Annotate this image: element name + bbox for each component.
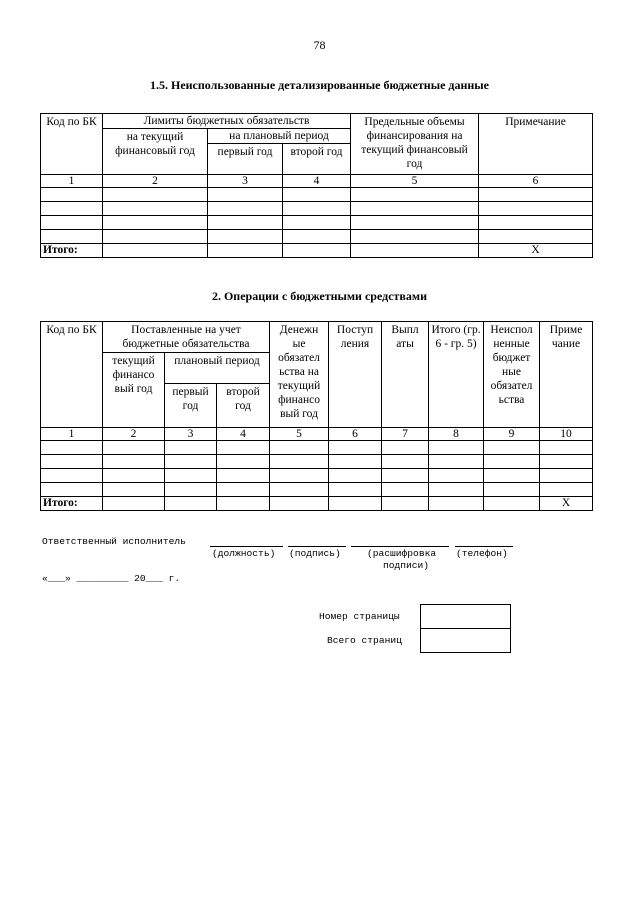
table-cell [329, 469, 382, 483]
table-cell [270, 497, 329, 511]
table-cell [351, 244, 479, 258]
table-cell [165, 483, 217, 497]
column-number: 5 [270, 428, 329, 441]
table-cell [540, 455, 593, 469]
column-number: 4 [217, 428, 270, 441]
table-row [41, 216, 593, 230]
table-cell [208, 230, 283, 244]
table-cell [429, 441, 484, 455]
table-cell [103, 483, 165, 497]
page-number-label: Номер страницы [319, 611, 400, 622]
column-number: 4 [283, 175, 351, 188]
table-cell [165, 455, 217, 469]
table-cell [270, 483, 329, 497]
header-note: Приме чание [540, 322, 593, 428]
column-number: 3 [208, 175, 283, 188]
table-cell [217, 469, 270, 483]
header-planning-period: плановый период [165, 353, 270, 384]
header-current-year: на текущий финансовый год [103, 129, 208, 175]
table-cell [217, 455, 270, 469]
table-cell [351, 188, 479, 202]
header-code: Код по БК [41, 322, 103, 428]
table-cell [382, 469, 429, 483]
table-cell [484, 469, 540, 483]
table-cell [283, 216, 351, 230]
table-cell [479, 216, 593, 230]
header-second-year: второй год [283, 144, 351, 175]
table-cell [217, 441, 270, 455]
column-number: 3 [165, 428, 217, 441]
total-label: Итого: [41, 497, 103, 511]
table-row [41, 441, 593, 455]
table-cell [484, 455, 540, 469]
table-cell [103, 188, 208, 202]
table-cell [41, 188, 103, 202]
column-number: 2 [103, 428, 165, 441]
table-cell [382, 497, 429, 511]
table-cell [270, 441, 329, 455]
table-cell [329, 497, 382, 511]
header-receipts: Поступ ления [329, 322, 382, 428]
header-current-year: текущий финансо вый год [103, 353, 165, 428]
budget-operations-table [40, 321, 593, 511]
table-cell [208, 202, 283, 216]
header-registered-obligations: Поставленные на учет бюджетные обязательства [103, 322, 270, 353]
table-cell [351, 216, 479, 230]
column-number: 1 [41, 175, 103, 188]
table-row [41, 202, 593, 216]
table-cell [103, 455, 165, 469]
table-cell [484, 483, 540, 497]
column-number: 6 [479, 175, 593, 188]
page-number: 78 [313, 38, 326, 52]
table-row [41, 230, 593, 244]
table-cell [41, 441, 103, 455]
table-cell [283, 188, 351, 202]
position-caption: (должность) [212, 548, 276, 559]
table-cell [429, 469, 484, 483]
table-cell [540, 483, 593, 497]
table-cell [429, 497, 484, 511]
table-cell [351, 230, 479, 244]
table-row [41, 469, 593, 483]
table-cell [540, 469, 593, 483]
table-cell [103, 230, 208, 244]
unused-budget-data-table [40, 113, 593, 258]
decoding-caption-line2: подписи) [383, 560, 430, 571]
table-cell [479, 230, 593, 244]
column-number: 1 [41, 428, 103, 441]
total-label: Итого: [41, 244, 103, 258]
table-cell [103, 469, 165, 483]
decoding-caption: (расшифровка [367, 548, 437, 559]
table-cell [329, 483, 382, 497]
table-cell [270, 455, 329, 469]
date-line: «___» _________ 20___ г. [42, 573, 181, 584]
table-row [41, 483, 593, 497]
header-total: Итого (гр. 6 - гр. 5) [429, 322, 484, 428]
signature-caption: (подпись) [289, 548, 341, 559]
table-cell [479, 202, 593, 216]
header-second-year: второй год [217, 384, 270, 428]
table-cell [283, 230, 351, 244]
table-cell [41, 483, 103, 497]
column-number: 10 [540, 428, 593, 441]
table2-title: 2. Операции с бюджетными средствами [211, 289, 428, 303]
table-cell [103, 441, 165, 455]
table-cell [103, 244, 208, 258]
table-cell [270, 469, 329, 483]
table-row [41, 188, 593, 202]
table-cell [208, 216, 283, 230]
table-cell [484, 497, 540, 511]
table-cell [351, 202, 479, 216]
header-note: Примечание [479, 114, 593, 175]
responsible-executor-label: Ответственный исполнитель [42, 536, 186, 547]
table-cell [103, 202, 208, 216]
total-pages-label: Всего страниц [327, 635, 402, 646]
header-limits: Лимиты бюджетных обязательств [103, 114, 351, 129]
table-cell [208, 188, 283, 202]
table-cell [479, 188, 593, 202]
total-mark: Х [479, 244, 593, 258]
header-planning-period: на плановый период [208, 129, 351, 144]
header-unused-obligations: Неиспол ненные бюджет ные обязател ьства [484, 322, 540, 428]
table-cell [41, 230, 103, 244]
header-code: Код по БК [41, 114, 103, 175]
phone-caption: (телефон) [456, 548, 508, 559]
table-cell [429, 483, 484, 497]
table-cell [329, 441, 382, 455]
table-cell [382, 441, 429, 455]
table1-title: 1.5. Неиспользованные детализированные бюджетные данные [149, 78, 490, 92]
table-cell [165, 441, 217, 455]
table-cell [41, 469, 103, 483]
table-cell [429, 455, 484, 469]
table-row [41, 455, 593, 469]
table-cell [382, 455, 429, 469]
table-cell [540, 441, 593, 455]
table-cell [208, 244, 283, 258]
page-number-box[interactable] [420, 604, 511, 629]
table-cell [484, 441, 540, 455]
column-number: 5 [351, 175, 479, 188]
table-cell [329, 455, 382, 469]
header-first-year: первый год [208, 144, 283, 175]
table-cell [103, 216, 208, 230]
table-cell [41, 455, 103, 469]
total-pages-box[interactable] [420, 628, 511, 653]
header-first-year: первый год [165, 384, 217, 428]
table-cell [103, 497, 165, 511]
column-number: 8 [429, 428, 484, 441]
position-line [210, 546, 283, 547]
decoding-line [351, 546, 449, 547]
table-cell [41, 202, 103, 216]
signature-line [288, 546, 346, 547]
column-number: 9 [484, 428, 540, 441]
table-cell [165, 469, 217, 483]
phone-line [455, 546, 513, 547]
table-cell [217, 497, 270, 511]
table-cell [283, 244, 351, 258]
header-funding-limits: Предельные объемы финансирования на текущий финансовый год [351, 114, 479, 175]
column-number: 6 [329, 428, 382, 441]
column-number: 2 [103, 175, 208, 188]
header-payments: Выпл аты [382, 322, 429, 428]
table-cell [382, 483, 429, 497]
table-cell [283, 202, 351, 216]
column-number: 7 [382, 428, 429, 441]
total-mark: Х [540, 497, 593, 511]
table-cell [165, 497, 217, 511]
header-cash-obligations: Денежн ые обязател ьства на текущий финансо вый год [270, 322, 329, 428]
table-cell [217, 483, 270, 497]
table-cell [41, 216, 103, 230]
